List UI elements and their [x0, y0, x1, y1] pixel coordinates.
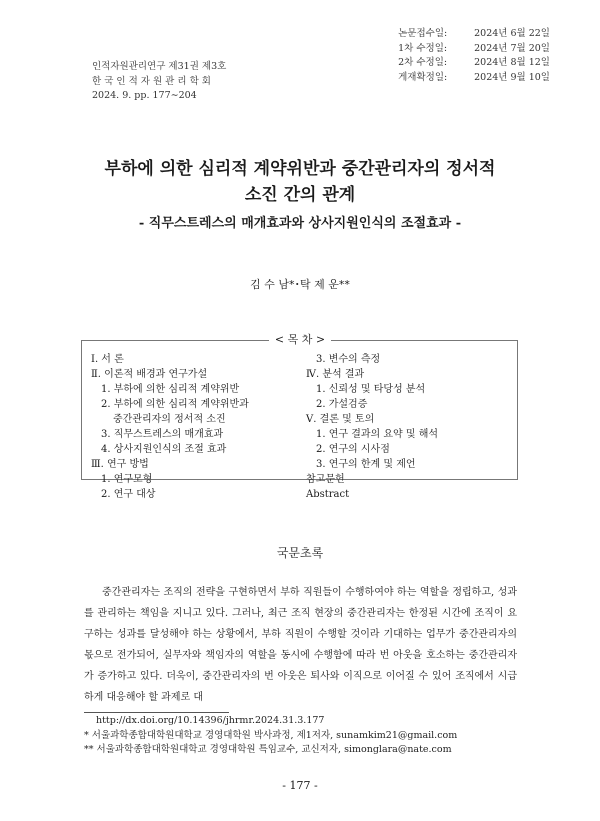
toc-item: 1. 부하에 의한 심리적 계약위반 — [101, 384, 240, 395]
toc-left-column — [91, 352, 249, 502]
date-row: 게재확정일: 2024년 9월 10일 — [398, 71, 550, 83]
date-row: 2차 수정일: 2024년 8월 12일 — [398, 57, 550, 68]
journal-header — [92, 60, 226, 104]
journal-name: 인적자원관리연구 제31권 제3호 — [92, 61, 227, 72]
footnote-first-author: * 서울과학종합대학원대학교 경영대학원 박사과정, 제1저자, sunamkim21@gmail.com — [84, 729, 458, 741]
date-row: 1차 수정일: 2024년 7월 20일 — [398, 42, 550, 54]
toc-item: 중간관리자의 정서적 소진 — [113, 414, 226, 425]
toc-item: 2. 가설검증 — [316, 399, 368, 410]
toc-item: 1. 신뢰성 및 타당성 분석 — [316, 384, 426, 395]
page-number: - 177 - — [282, 779, 318, 792]
toc-heading: < 목 차 > — [0, 331, 600, 347]
paper-subtitle: - 직무스트레스의 매개효과와 상사지원인식의 조절효과 - — [138, 216, 462, 231]
abstract-paragraph: 중간관리자는 조직의 전략을 구현하면서 부하 직원들이 수행하여야 하는 역할을 정립하고, 성과를 관리하는 책임을 지니고 있다. 그러나, 최근 조직 현장의 중간관리자는 한정된 시간에 조직이 요구하는 성과를 달성해야 하는 상황에서, 부하 직원이 수행할 것이라 기대하는 업무가 중간관리자의 몫으로 전가되어, 실무자와 책임자의 역할을 동시에 수행함에 따라 번 아웃을 호소하는 중간관리자가 증가하고 있다. 더욱이, 중간관리자의 번 아웃은 퇴사와 이직으로 이어질 수 있어 조직에서 시급하게 대응해야 할 과제로 대 — [84, 587, 517, 703]
toc-right-column — [306, 352, 438, 502]
toc-item: Ⅲ. 연구 방법 — [91, 459, 149, 470]
authors: 김 수 남*･탁 제 운** — [250, 278, 350, 291]
toc-item: Abstract — [306, 489, 350, 500]
submission-dates — [398, 27, 550, 85]
footnote-divider — [84, 712, 229, 713]
paper-title: 부하에 의한 심리적 계약위반과 중간관리자의 정서적 소진 간의 관계 — [104, 159, 496, 205]
toc-item: 3. 변수의 측정 — [316, 354, 381, 365]
footnote-corresponding-author: ** 서울과학종합대학원대학교 경영대학원 특임교수, 교신저자, simonglara@nate.com — [84, 744, 452, 755]
issue-info: 2024. 9. pp. 177∼204 — [92, 90, 197, 101]
toc-item: 1. 연구 결과의 요약 및 해석 — [316, 429, 439, 440]
abstract-heading: 국문초록 — [276, 546, 324, 560]
toc-item: Ⅴ. 결론 및 토의 — [306, 414, 375, 425]
date-row: 논문접수일: 2024년 6월 22일 — [398, 28, 550, 39]
toc-item: 2. 연구의 시사점 — [316, 444, 390, 455]
footnotes — [84, 714, 457, 758]
toc-item: 4. 상사지원인식의 조절 효과 — [101, 444, 227, 455]
toc-item: 3. 직무스트레스의 매개효과 — [101, 429, 224, 440]
toc-item: Ⅳ. 분석 결과 — [306, 369, 365, 380]
toc-item: 참고문헌 — [306, 474, 345, 485]
doi-link[interactable]: http://dx.doi.org/10.14396/jhrmr.2024.31.3.177 — [96, 715, 325, 726]
toc-item: Ⅰ. 서 론 — [91, 354, 124, 365]
toc-item: Ⅱ. 이론적 배경과 연구가설 — [91, 369, 208, 380]
publisher-name: 한 국 인 적 자 원 관 리 학 회 — [92, 75, 211, 87]
toc-item: 2. 연구 대상 — [101, 489, 156, 500]
toc-item: 2. 부하에 의한 심리적 계약위반과 — [101, 399, 249, 410]
toc-item: 1. 연구모형 — [101, 474, 153, 485]
toc-item: 3. 연구의 한계 및 제언 — [316, 459, 416, 470]
abstract-body — [84, 582, 517, 708]
